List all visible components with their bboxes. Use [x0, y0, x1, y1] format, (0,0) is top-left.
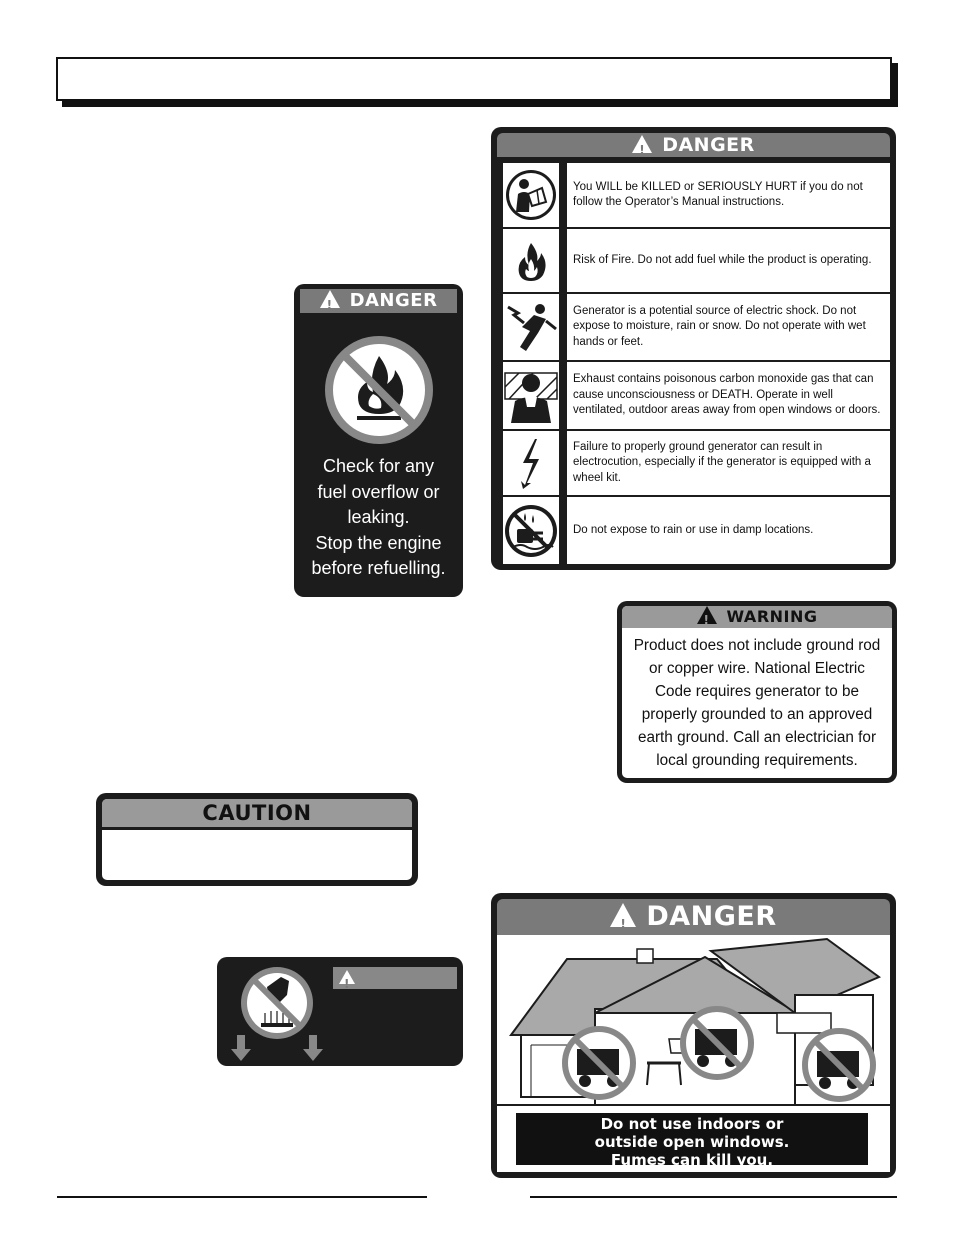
warning-heading — [622, 606, 892, 628]
warning-triangle-icon — [339, 970, 355, 984]
warning-text-line: Product does not include ground rod — [633, 637, 881, 654]
danger-house-text — [516, 1113, 868, 1169]
hot-surface-label — [217, 957, 463, 1066]
danger-table-heading-text: DANGER — [662, 134, 755, 156]
danger-house-heading — [497, 899, 890, 935]
hazard-row-text: You WILL be KILLED or SERIOUSLY HURT if you do not follow the Operator’s Manual instructions. — [567, 163, 890, 227]
danger-hazard-table — [491, 127, 896, 570]
hazard-row — [497, 163, 890, 227]
fuel-text-line: fuel overflow or — [317, 481, 440, 502]
danger-house-heading-text: DANGER — [646, 901, 777, 932]
warning-triangle-icon — [632, 135, 652, 153]
house-text-line: outside open windows. — [594, 1133, 790, 1151]
warning-triangle-icon — [320, 290, 340, 308]
fuel-text-line: Stop the engine — [315, 532, 442, 553]
warning-heading-text: WARNING — [726, 607, 818, 626]
hot-label-heading — [333, 967, 457, 989]
warning-text-line: properly grounded to an approved — [641, 706, 873, 723]
fuel-text-line: leaking. — [347, 507, 410, 527]
hazard-row — [497, 431, 890, 495]
warning-text-line: Code requires generator to be — [654, 683, 860, 700]
warning-text — [622, 634, 892, 772]
danger-fuel-heading-text: DANGER — [349, 290, 438, 311]
caution-label — [96, 793, 418, 886]
hazard-row — [497, 362, 890, 429]
footer-rule-left — [57, 1196, 427, 1198]
hazard-row — [497, 497, 890, 564]
hazard-row-text: Generator is a potential source of electric shock. Do not expose to moisture, rain or snow. Do not operate with wet hands or feet. — [567, 294, 890, 360]
caution-heading: CAUTION — [102, 799, 412, 830]
warning-text-line: earth ground. Call an electrician for — [637, 729, 877, 746]
danger-refuel-label — [294, 284, 463, 597]
warning-text-line: or copper wire. National Electric — [649, 660, 865, 677]
electric-shock-icon — [503, 294, 559, 360]
danger-fuel-text — [294, 454, 463, 582]
danger-table-heading — [497, 133, 890, 157]
lightning-bolt-icon — [503, 431, 559, 495]
house-illustration — [497, 935, 890, 1125]
footer-rule-right — [530, 1196, 897, 1198]
no-generator-icon — [683, 1009, 751, 1077]
house-text-line: Do not use indoors or — [600, 1115, 784, 1133]
warning-text-line: local grounding requirements. — [656, 752, 858, 769]
no-generator-icon — [805, 1031, 873, 1099]
fuel-text-line: Check for any — [322, 456, 435, 476]
warning-grounding-label — [617, 601, 897, 783]
hazard-row-text: Risk of Fire. Do not add fuel while the product is operating. — [567, 229, 890, 292]
hazard-row-text: Do not expose to rain or use in damp locations. — [567, 497, 890, 564]
no-generator-icon — [565, 1029, 633, 1097]
hazard-row — [497, 229, 890, 292]
page-header-box — [56, 57, 892, 101]
danger-fuel-heading — [300, 289, 457, 313]
no-fire-icon — [323, 334, 435, 446]
house-text-line: Fumes can kill you. — [610, 1151, 774, 1169]
exhaust-gas-icon — [503, 362, 559, 429]
hazard-row-text: Failure to properly ground generator can result in electrocution, especially if the generator is equipped with a wheel kit. — [567, 431, 890, 495]
read-manual-icon — [503, 163, 559, 227]
warning-triangle-icon — [610, 903, 636, 927]
fire-icon — [503, 229, 559, 292]
danger-indoor-fumes-label — [491, 893, 896, 1178]
hazard-row — [497, 294, 890, 360]
fuel-text-line: before refuelling. — [311, 558, 446, 578]
hazard-row-text: Exhaust contains poisonous carbon monoxide gas that can cause unconsciousness or DEATH. Operate in well ventilated, outdoor areas away from open windows or doors. — [567, 362, 890, 429]
no-touch-hot-surface-icon — [227, 965, 327, 1061]
no-rain-icon — [503, 497, 559, 564]
warning-triangle-icon — [697, 606, 717, 624]
